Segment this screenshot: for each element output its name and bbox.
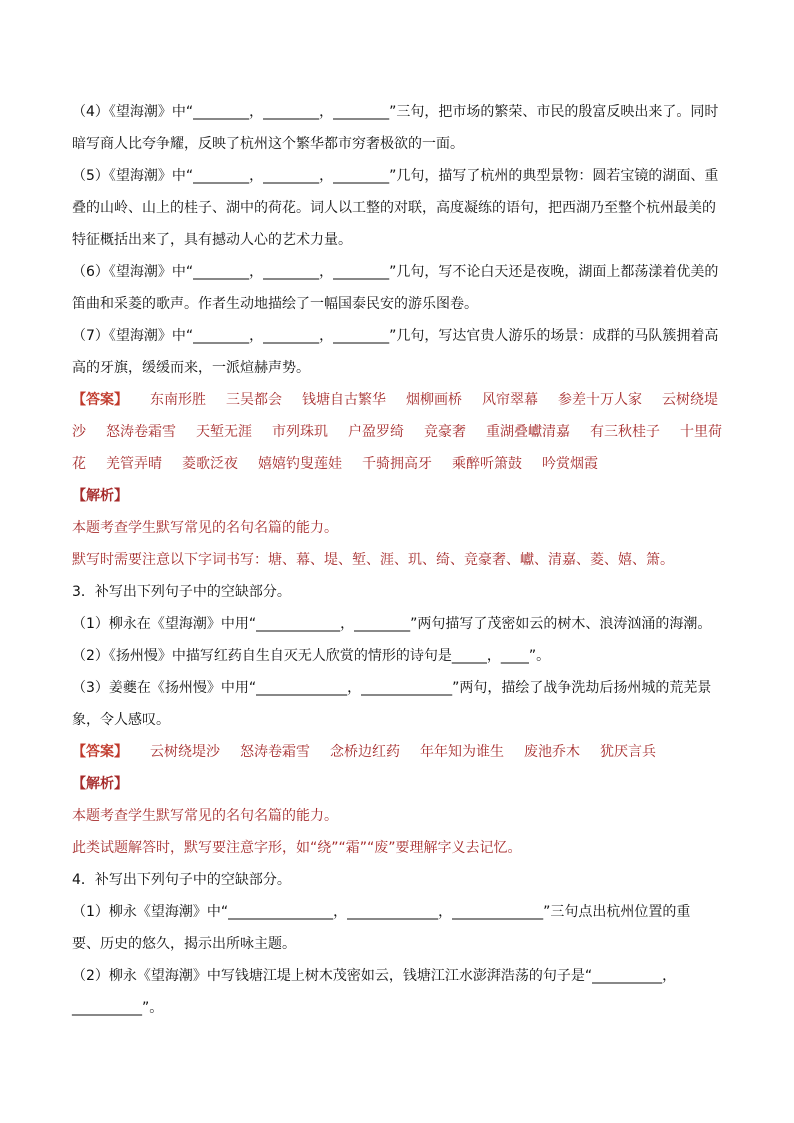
answer-item: 沙: [72, 424, 86, 440]
q2-item7-line1: （7）《望海潮》中“________，________，________”几句，写达官贵人游乐的场景：成群的马队簇拥着高: [72, 328, 719, 344]
answer-item: 花: [72, 456, 86, 472]
q2-item6-line1: （6）《望海潮》中“________，________，________”几句，写不论白天还是夜晚，湖面上都荡漾着优美的: [72, 264, 719, 280]
q4-item1-line2: 要、历史的悠久，揭示出所咏主题。: [72, 936, 296, 952]
q2-item4-line2: 暗写商人比夸争耀，反映了杭州这个繁华都市穷奢极欲的一面。: [72, 136, 464, 152]
answer-tag: 【答案】: [72, 744, 128, 760]
q3-item3-line1: （3）姜夔在《扬州慢》中用“_____________，_____________”两句，描绘了战争洗劫后扬州城的荒芜景: [72, 680, 712, 696]
q4-item2-line2: __________”。: [72, 1000, 164, 1016]
analysis-tag: 【解析】: [72, 488, 128, 504]
q2-answer-line1: [72, 384, 722, 416]
q2-item7-line2: 高的牙旗，缓缓而来，一派煊赫声势。: [72, 360, 310, 376]
q2-item4-line1: （4）《望海潮》中“________，________，________”三句，把市场的繁荣、市民的殷富反映出来了。同时: [72, 104, 719, 120]
answer-item: 废池乔木: [524, 744, 580, 760]
q3-item2: （2）《扬州慢》中描写红药自生自灭无人欣赏的情形的诗句是_____，____”。: [72, 648, 551, 664]
answer-item: 云树绕堤沙: [150, 744, 220, 760]
answer-item: 烟柳画桥: [406, 392, 462, 408]
q2-analysis-line1: 本题考查学生默写常见的名句名篇的能力。: [72, 520, 338, 536]
answer-item: 有三秋桂子: [590, 424, 660, 440]
answer-item: 重湖叠巘清嘉: [486, 424, 570, 440]
answer-item: 羌管弄晴: [106, 456, 162, 472]
q2-answer-line2: [72, 416, 722, 448]
answer-item: 乘醉听箫鼓: [452, 456, 522, 472]
q3-answer-line: [72, 736, 722, 768]
answer-item: 怒涛卷霜雪: [240, 744, 310, 760]
answer-item: 东南形胜: [150, 392, 206, 408]
q3-title: 3．补写出下列句子中的空缺部分。: [72, 584, 291, 600]
answer-tag: 【答案】: [72, 392, 128, 408]
answer-item: 怒涛卷霜雪: [106, 424, 176, 440]
answer-item: 三吴都会: [226, 392, 282, 408]
q2-item5-line2: 叠的山岭、山上的桂子、湖中的荷花。词人以工整的对联，高度凝练的语句，把西湖乃至整个杭州最美的: [72, 200, 716, 216]
answer-item: 风帘翠幕: [482, 392, 538, 408]
q4-title: 4．补写出下列句子中的空缺部分。: [72, 872, 291, 888]
answer-item: 市列珠玑: [272, 424, 328, 440]
answer-item: 十里荷: [680, 424, 722, 440]
q3-analysis-line2: 此类试题解答时，默写要注意字形，如“绕”“霜”“废”要理解字义去记忆。: [72, 840, 522, 856]
q4-item2-line1: （2）柳永《望海潮》中写钱塘江堤上树木茂密如云，钱塘江江水澎湃浩荡的句子是“__________，: [72, 968, 677, 984]
answer-item: 参差十万人家: [558, 392, 642, 408]
q2-item5-line1: （5）《望海潮》中“________，________，________”几句，描写了杭州的典型景物：圆若宝镜的湖面、重: [72, 168, 719, 184]
answer-item: 菱歌泛夜: [182, 456, 238, 472]
answer-item: 钱塘自古繁华: [302, 392, 386, 408]
q2-answer-line3: [72, 448, 722, 480]
answer-item: 嬉嬉钓叟莲娃: [258, 456, 342, 472]
answer-item: 天堑无涯: [196, 424, 252, 440]
answer-item: 云树绕堤: [662, 392, 718, 408]
document-page: [72, 96, 722, 1024]
q2-item6-line2: 笛曲和采菱的歌声。作者生动地描绘了一幅国泰民安的游乐图卷。: [72, 296, 478, 312]
answer-item: 念桥边红药: [330, 744, 400, 760]
answer-item: 户盈罗绮: [348, 424, 404, 440]
answer-item: 吟赏烟霞: [542, 456, 598, 472]
q3-item1: （1）柳永在《望海潮》中用“____________，________”两句描写了茂密如云的树木、浪涛汹涌的海潮。: [72, 616, 712, 632]
answer-item: 年年知为谁生: [420, 744, 504, 760]
q2-item5-line3: 特征概括出来了，具有撼动人心的艺术力量。: [72, 232, 352, 248]
q3-item3-line2: 象，令人感叹。: [72, 712, 170, 728]
q4-item1-line1: （1）柳永《望海潮》中“_______________，_____________，_____________”三句点出杭州位置的重: [72, 904, 691, 920]
answer-item: 千骑拥高牙: [362, 456, 432, 472]
analysis-tag: 【解析】: [72, 776, 128, 792]
answer-item: 犹厌言兵: [600, 744, 656, 760]
answer-item: 竞豪奢: [424, 424, 466, 440]
q2-analysis-line2: 默写时需要注意以下字词书写：塘、幕、堤、堑、涯、玑、绮、竞豪奢、巘、清嘉、菱、嬉、箫。: [72, 552, 674, 568]
q3-analysis-line1: 本题考查学生默写常见的名句名篇的能力。: [72, 808, 338, 824]
